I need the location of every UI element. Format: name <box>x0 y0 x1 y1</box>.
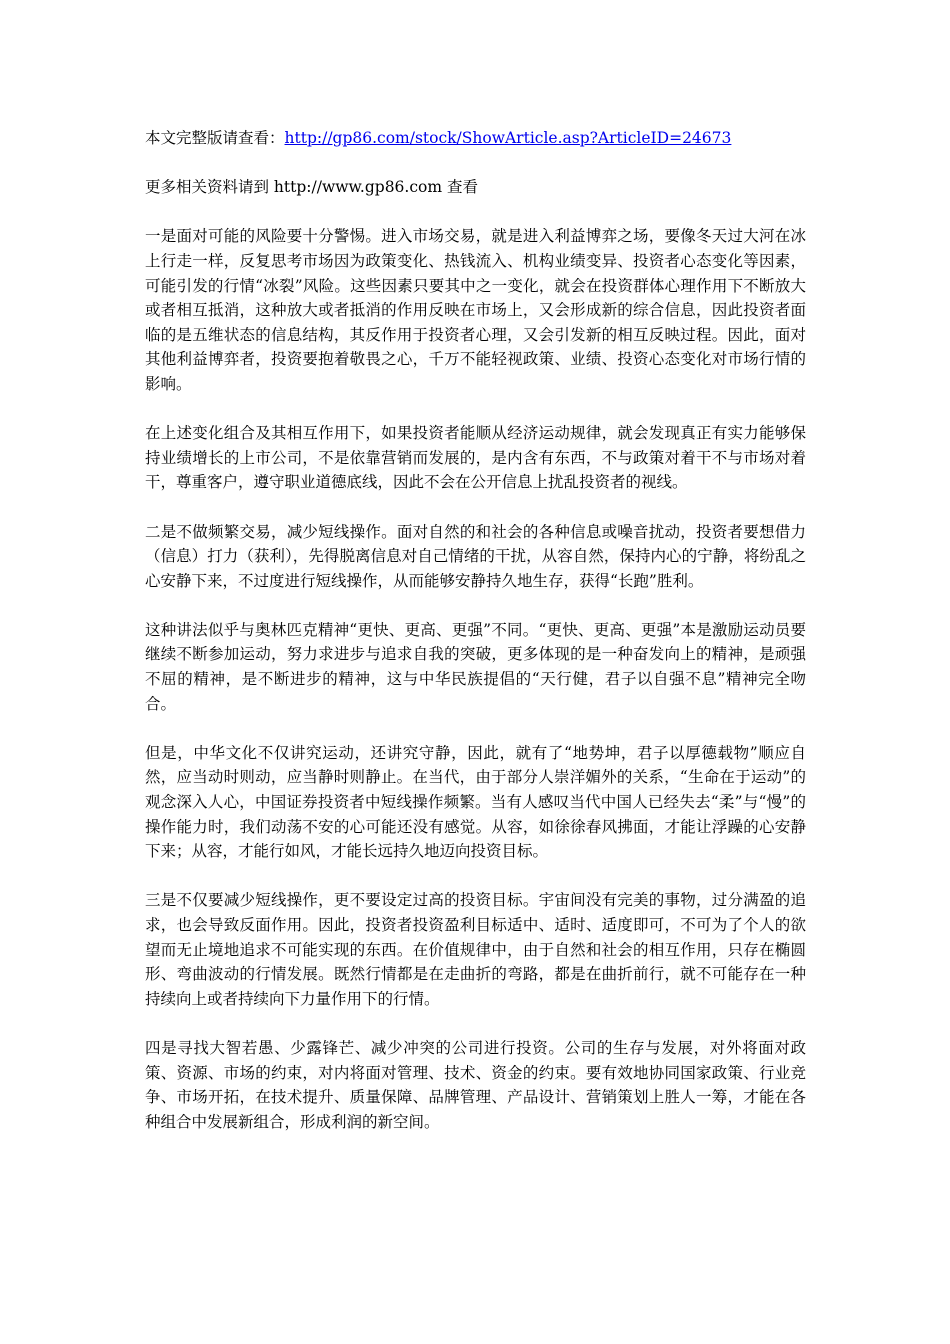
paragraph-6: 三是不仅要减少短线操作，更不要设定过高的投资目标。宇宙间没有完美的事物，过分满盈的追求，也会导致反面作用。因此，投资者投资盈利目标适中、适时、适度即可，不可为了个人的欲望而无止境地追求不可能实现的东西。在价值规律中，由于自然和社会的相互作用，只存在椭圆形、弯曲波动的行情发展。既然行情都是在走曲折的弯路，都是在曲折前行，就不可能存在一种持续向上或者持续向下力量作用下的行情。 <box>145 891 806 1008</box>
paragraph-4: 这种讲法似乎与奥林匹克精神“更快、更高、更强”不同。“更快、更高、更强”本是激励运动员要继续不断参加运动，努力求进步与追求自我的突破，更多体现的是一种奋发向上的精神，是顽强不屈的精神，是不断进步的精神，这与中华民族提倡的“天行健，君子以自强不息”精神完全吻合。 <box>145 620 806 713</box>
full-version-link[interactable]: http://gp86.com/stock/ShowArticle.asp?ArticleID=24673 <box>284 129 732 147</box>
paragraph-7: 四是寻找大智若愚、少露锋芒、减少冲突的公司进行投资。公司的生存与发展，对外将面对政策、资源、市场的约束，对内将面对管理、技术、资金的约束。要有效地协同国家政策、行业竞争、市场开拓，在技术提升、质量保障、品牌管理、产品设计、营销策划上胜人一筹，才能在各种组合中发展新组合，形成利润的新空间。 <box>145 1038 806 1131</box>
more-info-line: 更多相关资料请到 http://www.gp86.com 查看 <box>145 178 478 197</box>
paragraph-5: 但是，中华文化不仅讲究运动，还讲究守静，因此，就有了“地势坤，君子以厚德载物”顺应自然，应当动时则动，应当静时则静止。在当代，由于部分人崇洋媚外的关系，“生命在于运动”的观念深入人心，中国证券投资者中短线操作频繁。当有人感叹当代中国人已经失去“柔”与“慢”的操作能力时，我们动荡不安的心可能还没有感觉。从容，如徐徐春风拂面，才能让浮躁的心安静下来；从容，才能行如风，才能长远持久地迈向投资目标。 <box>145 743 806 861</box>
paragraph-3: 二是不做频繁交易，减少短线操作。面对自然的和社会的各种信息或噪音扰动，投资者要想借力（信息）打力（获利），先得脱离信息对自己情绪的干扰，从容自然，保持内心的宁静，将纷乱之心安静下来，不过度进行短线操作，从而能够安静持久地生存，获得“长跑”胜利。 <box>145 522 806 590</box>
document-body <box>145 126 806 1159</box>
paragraph-2: 在上述变化组合及其相互作用下，如果投资者能顺从经济运动规律，就会发现真正有实力能够保持业绩增长的上市公司，不是依靠营销而发展的，是内含有东西，不与政策对着干不与市场对着干，尊重客户，遵守职业道德底线，因此不会在公开信息上扰乱投资者的视线。 <box>145 424 806 492</box>
full-version-prefix: 本文完整版请查看： <box>145 129 285 147</box>
full-version-line <box>145 126 806 151</box>
paragraph-1: 一是面对可能的风险要十分警惕。进入市场交易，就是进入利益博弈之场，要像冬天过大河在冰上行走一样，反复思考市场因为政策变化、热钱流入、机构业绩变异、投资者心态变化等因素，可能引发的行情“冰裂”风险。这些因素只要其中之一变化，就会在投资群体心理作用下不断放大或者相互抵消，这种放大或者抵消的作用反映在市场上，又会形成新的综合信息，因此投资者面临的是五维状态的信息结构，其反作用于投资者心理，又会引发新的相互反映过程。因此，面对其他利益博弈者，投资要抱着敬畏之心，千万不能轻视政策、业绩、投资心态变化对市场行情的影响。 <box>145 227 806 393</box>
